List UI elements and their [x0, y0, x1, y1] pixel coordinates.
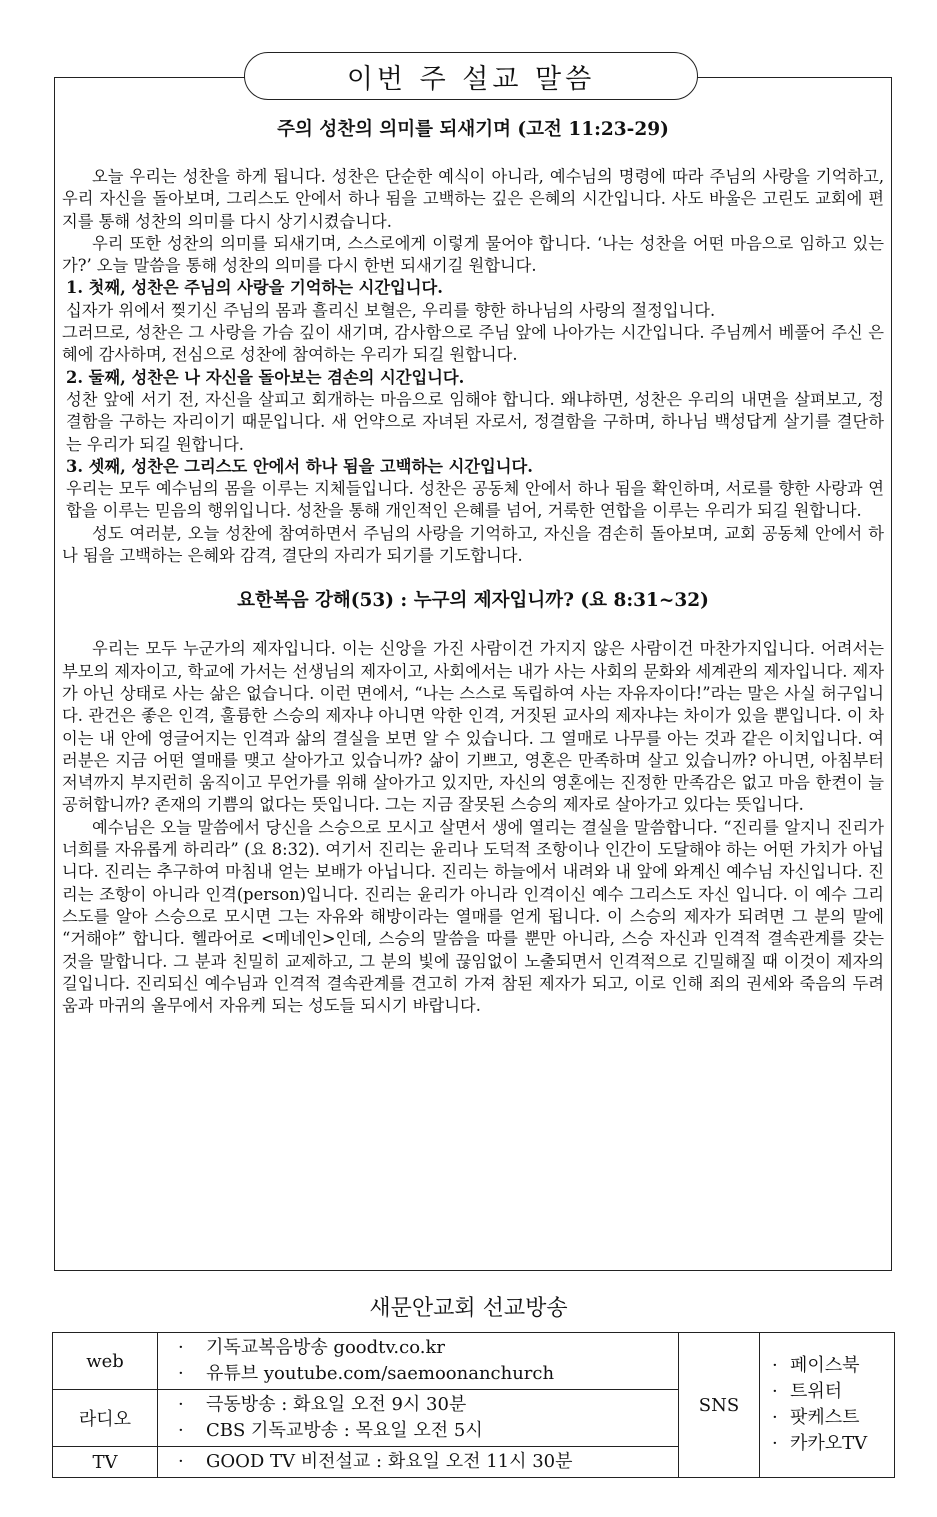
- sermon1-paragraph: 오늘 우리는 성찬을 하게 됩니다. 성찬은 단순한 예식이 아니라, 예수님의 명령에 따라 주님의 사랑을 기억하고, 우리 자신을 돌아보며, 그리스도 안에서 하나 됨을 고백하는 깊은 은혜의 시간입니다. 사도 바울은 고린도 교회에 편지를 통해 성찬의 의미를 다시 상기시켰습니다.: [62, 167, 884, 231]
- sermon1-point-text: 그러므로, 성찬은 그 사랑을 가슴 깊이 새기며, 감사함으로 주님 앞에 나아가는 시간입니다. 주님께서 베풀어 주신 은혜에 감사하며, 전심으로 성찬에 참여하는 우리가 되길 원합니다.: [62, 323, 884, 365]
- sermon1-point-text: 성찬 앞에 서기 전, 자신을 살피고 회개하는 마음으로 임해야 합니다. 왜냐하면, 성찬은 우리의 내면을 살펴보고, 정결함을 구하는 자리이기 때문입니다. 새 언약으로 자녀된 자로서, 정결함을 구하며, 하나님 백성답게 살기를 결단하는 우리가 되길 원합니다.: [66, 389, 884, 454]
- sermon-content: [62, 118, 884, 1017]
- tv-label: TV: [53, 1447, 158, 1478]
- broadcast-title: 새문안교회 선교방송: [369, 1296, 568, 1321]
- sns-label: SNS: [679, 1333, 760, 1478]
- list-item: · 페이스북: [772, 1355, 860, 1376]
- web-label: web: [53, 1333, 158, 1390]
- list-item: · 극동방송 : 화요일 오전 9시 30분: [178, 1394, 467, 1415]
- sermon2-paragraph: 예수님은 오늘 말씀에서 당신을 스승으로 모시고 살면서 생에 열리는 결실을 말씀합니다. “진리를 알지니 진리가 너희를 자유롭게 하리라” (요 8:32). 여기서 진리는 윤리나 도덕적 조항이나 인간이 도달해야 하는 어떤 가치가 아닙니다. 진리는 추구하여 마침내 얻는 보배가 아닙니다. 진리는 하늘에서 내려와 내 앞에 와계신 예수님 자신입니다. 진리는 조항이 아니라 인격(person)입니다. 진리는 윤리가 아니라 인격이신 예수 그리스도 자신 입니다. 이 예수 그리스도를 알아 스승으로 모시면 그는 자유와 해방이라는 열매를 얻게 됩니다. 이 스승의 제자가 되려면 그 분의 말에 “거해야” 합니다. 헬라어로 <메네인>인데, 스승의 말씀을 따를 뿐만 아니라, 스승 자신과 인격적 결속관계를 갖는 것을 말합니다. 그 분과 친밀히 교제하고, 그 분의 빛에 끊임없이 노출되면서 인격적으로 긴밀해질 때 이것이 제자의 길입니다. 진리되신 예수님과 인격적 결속관계를 견고히 가져 참된 제자가 되고, 이로 인해 죄의 권세와 죽음의 두려움과 마귀의 올무에서 자유케 되는 성도들 되시기 바랍니다.: [62, 817, 884, 1016]
- sermon1-point-heading: 3. 셋째, 성찬은 그리스도 안에서 하나 됨을 고백하는 시간입니다.: [66, 456, 533, 476]
- sermon1-point-text: 우리는 모두 예수님의 몸을 이루는 지체들입니다. 성찬은 공동체 안에서 하나 됨을 확인하며, 서로를 향한 사랑과 연합을 이루는 믿음의 행위입니다. 성찬을 통해 개인적인 은혜를 넘어, 거룩한 연합을 이루는 우리가 되길 원합니다.: [66, 479, 884, 521]
- list-item: · GOOD TV 비전설교 : 화요일 오전 11시 30분: [178, 1451, 573, 1472]
- broadcast-table: [52, 1332, 895, 1478]
- sermon1-point-text: 십자가 위에서 찢기신 주님의 몸과 흘리신 보혈은, 우리를 향한 하나님의 사랑의 절정입니다.: [66, 300, 716, 320]
- list-item: · 카카오TV: [772, 1433, 868, 1454]
- sermon1-point-heading: 1. 첫째, 성찬은 주님의 사랑을 기억하는 시간입니다.: [66, 278, 443, 298]
- list-item: · CBS 기독교방송 : 목요일 오전 5시: [178, 1420, 483, 1441]
- sermon2-title: 요한복음 강해(53) : 누구의 제자입니까? (요 8:31~32): [237, 590, 709, 612]
- list-item: · 팟케스트: [772, 1407, 860, 1428]
- web-items: [158, 1333, 679, 1390]
- list-item: · 기독교복음방송 goodtv.co.kr: [178, 1337, 445, 1358]
- sermon1-paragraph: 성도 여러분, 오늘 성찬에 참여하면서 주님의 사랑을 기억하고, 자신을 겸손히 돌아보며, 교회 공동체 안에서 하나 됨을 고백하는 은혜와 감격, 결단의 자리가 되기를 기도합니다.: [62, 523, 884, 566]
- list-item: · 유튜브 youtube.com/saemoonanchurch: [178, 1363, 555, 1384]
- tv-items: [158, 1447, 679, 1478]
- sermon1-point-heading: 2. 둘째, 성찬은 나 자신을 돌아보는 겸손의 시간입니다.: [66, 367, 465, 387]
- radio-label: 라디오: [53, 1390, 158, 1447]
- radio-items: [158, 1390, 679, 1447]
- sermon1-paragraph: 우리 또한 성찬의 의미를 되새기며, 스스로에게 이렇게 물어야 합니다. ‘나는 성찬을 어떤 마음으로 임하고 있는가?’ 오늘 말씀을 통해 성찬의 의미를 다시 한번 되새기길 원합니다.: [62, 233, 884, 276]
- page-title: 이번 주 설교 말씀: [244, 52, 698, 100]
- sns-items: [760, 1333, 895, 1478]
- list-item: · 트위터: [772, 1381, 843, 1402]
- sermon2-paragraph: 우리는 모두 누군가의 제자입니다. 이는 신앙을 가진 사람이건 가지지 않은 사람이건 마찬가지입니다. 어려서는 부모의 제자이고, 학교에 가서는 선생님의 제자이고, 사회에서는 내가 사는 사회의 문화와 세계관의 제자입니다. 제자가 아닌 상태로 사는 삶은 없습니다. 이런 면에서, “나는 스스로 독립하여 사는 자유자이다!”라는 말은 사실 허구입니다. 관건은 좋은 인격, 훌륭한 스승의 제자냐 아니면 악한 인격, 거짓된 교사의 제자냐는 차이가 있을 뿐입니다. 이 차이는 내 안에 영글어지는 인격과 삶의 결실을 보면 알 수 있습니다. 그 열매로 나무를 아는 것과 같은 이치입니다. 여러분은 지금 어떤 열매를 맺고 살아가고 있습니까? 삶이 기쁘고, 영혼은 만족하며 살고 있습니까? 아니면, 아침부터 저녁까지 부지런히 움직이고 무언가를 위해 살아가고 있지만, 자신의 영혼에는 진정한 만족감은 없고 마음 한켠이 늘 공허합니까? 존재의 기쁨의 없다는 뜻입니다. 그는 지금 잘못된 스승의 제자로 살아가고 있다는 뜻입니다.: [62, 639, 885, 815]
- sermon1-title: 주의 성찬의 의미를 되새기며 (고전 11:23-29): [277, 119, 669, 140]
